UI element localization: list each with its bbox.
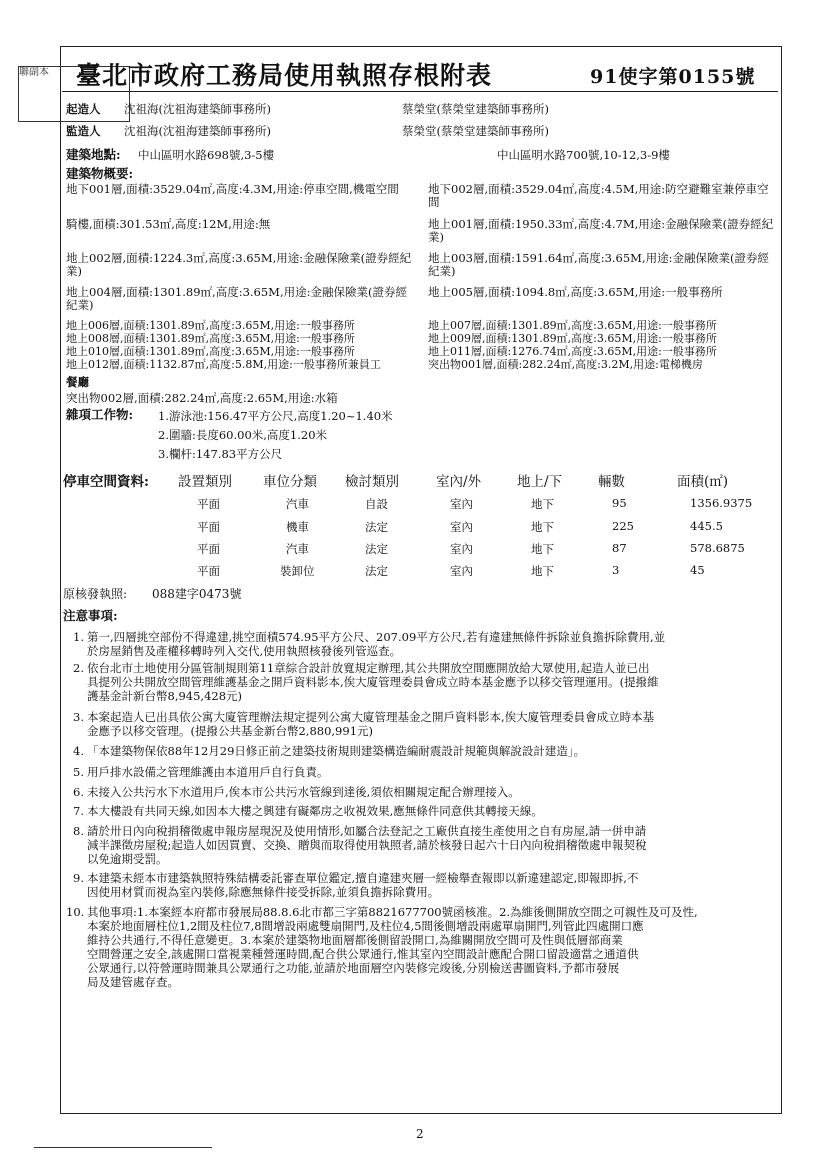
parking-cell: 95 [612,496,627,510]
parking-cell: 地下 [531,542,554,556]
permit-label: 原核發執照: [63,587,128,601]
floor-row: 地上011層,面積:1276.74㎡,高度:3.65M,用途:一般事務所 [428,345,717,358]
note-line: 請於卅日內向稅捐稽徵處申報房屋現況及使用情形,如屬合法登記之工廠供直接生產使用之自有房屋,請一併申請 [87,824,647,838]
title-rule [62,91,778,92]
floor-row: 地上002層,面積:1224.3㎡,高度:3.65M,用途:金融保險業(證券經紀業) [66,251,412,278]
parking-cell: 法定 [365,564,388,578]
note-line: 於房屋銷售及產權移轉時列入交代,使用執照核發後列管巡查。 [87,644,402,658]
floor-row: 地下002層,面積:3529.04㎡,高度:4.5M,用途:防空避難室兼停車空間 [428,182,769,209]
floor-row: 地下001層,面積:3529.04㎡,高度:4.3M,用途:停車空間,機電空間 [66,182,399,196]
parking-cell: 45 [690,563,705,577]
note-number: 9. [73,871,84,885]
parking-cell: 225 [612,519,634,533]
note-line: 維持公共通行,不得任意變更。3.本案於建築物地面層都後側留設開口,為維關開放空間可及性與低層部商業 [87,933,623,947]
floor-row: 地上008層,面積:1301.89㎡,高度:3.65M,用途:一般事務所 [66,332,355,345]
parking-cell: 汽車 [286,542,309,556]
note-number: 5. [73,765,84,779]
owner-label: 起造人 [66,102,101,116]
note-line: 具提列公共開放空間管理維護基金之開戶資料影本,俟大廈管理委員會成立時本基金應予以移交管理運用。(提撥維 [87,675,659,689]
note-number: 8. [73,824,84,838]
floor-row: 突出物002層,面積:282.24㎡,高度:2.65M,用途:水箱 [66,391,338,405]
parking-cell: 室內 [450,520,473,534]
note-line: 第一,四層挑空部份不得違建,挑空面積574.95平方公尺、207.09平方公尺,若有違建無條件拆除並負擔拆除費用,並 [87,630,666,644]
note-line: 減半課徵房屋稅;起造人如因買賣、交換、贈與而取得使用執照者,請於核發日起六十日內向稅捐稽徵處申報契稅 [87,838,647,852]
site-label: 建築地點: [66,147,121,162]
floor-row: 地上010層,面積:1301.89㎡,高度:3.65M,用途:一般事務所 [66,345,355,358]
floor-row: 地上001層,面積:1950.33㎡,高度:4.7M,用途:金融保險業(證券經紀業) [428,217,774,244]
overview-label: 建築物概要: [66,166,134,181]
misc-label: 雜項工作物: [66,407,134,422]
note-line: 本案於地面層柱位1,2間及柱位7,8間增設兩處雙扇開門,及柱位4,5間後側增設兩處單扇開門,列管此四處開口應 [87,919,644,933]
parking-header: 設置類別 [178,474,232,490]
floor-row: 地上009層,面積:1301.89㎡,高度:3.65M,用途:一般事務所 [428,332,717,345]
note-number: 6. [73,785,84,799]
note-number: 4. [73,744,84,758]
supervisor-left: 沈祖海(沈祖海建築師事務所) [124,124,271,138]
note-number: 2. [73,661,84,675]
floor-row-cont: 餐廳 [66,375,89,389]
parking-cell: 法定 [365,542,388,556]
note-line: 空間營運之安全,該處開口當視業種營運時間,配合供公眾通行,惟其室內空間設計應配合開口留設適當之通道供 [87,947,639,961]
parking-header: 車位分類 [263,474,317,490]
parking-cell: 地下 [531,564,554,578]
parking-cell: 1356.9375 [690,496,753,510]
floor-row: 地上007層,面積:1301.89㎡,高度:3.65M,用途:一般事務所 [428,319,717,332]
parking-cell: 機車 [286,520,309,534]
owner-right: 蔡榮堂(蔡榮堂建築師事務所) [402,102,549,116]
supervisor-right: 蔡榮堂(蔡榮堂建築師事務所) [402,124,549,138]
note-number: 1. [73,630,84,644]
parking-cell: 汽車 [286,497,309,511]
parking-label: 停車空間資料: [63,474,149,490]
misc-item: 2.圍牆:長度60.00米,高度1.20米 [158,428,328,442]
note-line: 金應予以移交管理。(提撥公共基金新台幣2,880,991元) [87,724,373,738]
parking-cell: 地下 [531,520,554,534]
document-title: 臺北市政府工務局使用執照存根附表 [76,61,493,90]
supervisor-label: 監造人 [66,124,101,138]
owner-left: 沈祖海(沈祖海建築師事務所) [124,102,271,116]
floor-row: 地上004層,面積:1301.89㎡,高度:3.65M,用途:金融保險業(證券經紀業) [66,285,407,312]
parking-cell: 3 [612,563,620,577]
parking-cell: 室內 [450,542,473,556]
parking-header: 室內/外 [436,474,482,490]
parking-header: 輛數 [598,474,625,490]
permit-value: 088建字0473號 [152,587,242,601]
note-line: 公眾通行,以符營運時間兼具公眾通行之功能,並請於地面層空內裝修完竣後,分別檢送書圖資料,予都市發展 [87,961,620,975]
floor-row: 地上005層,面積:1094.8㎡,高度:3.65M,用途:一般事務所 [428,285,723,299]
parking-header: 檢討類別 [345,474,399,490]
misc-item: 1.游泳池:156.47平方公尺,高度1.20~1.40米 [158,409,393,423]
site-left: 中山區明水路698號,3-5樓 [138,148,275,162]
note-line: 因使用材質而視為室內裝修,除應無條件接受拆除,並須負擔拆除費用。 [87,885,440,899]
parking-cell: 室內 [450,564,473,578]
parking-cell: 578.6875 [690,541,745,555]
note-line: 未接入公共污水下水道用戶,俟本市公共污水管線到達後,須依相關規定配合辦理接入。 [87,785,520,799]
parking-cell: 平面 [197,497,220,511]
parking-cell: 平面 [197,542,220,556]
note-line: 本大樓設有共同天線,如因本大樓之興建有礙鄰房之收視效果,應無條件同意供其轉接天線。 [87,804,543,818]
parking-cell: 平面 [197,564,220,578]
parking-cell: 自設 [365,497,388,511]
floor-row: 地上012層,面積:1132.87㎡,高度:5.8M,用途:一般事務所兼員工 [66,358,381,371]
parking-cell: 法定 [365,520,388,534]
note-line: 局及建管處存查。 [87,975,179,989]
note-line: 本建築未經本市建築執照特殊結構委託審查單位鑑定,擅自違建夾層一經檢舉查報即以新違建認定,即報即拆,不 [87,871,639,885]
note-line: 依台北市土地使用分區管制規則第11章綜合設計放寬規定辦理,其公共開放空間應開放給大眾使用,起造人並已出 [87,661,650,675]
floor-row: 騎樓,面積:301.53㎡,高度:12M,用途:無 [66,217,271,231]
parking-cell: 地下 [531,497,554,511]
note-line: 本案起造人已出具依公寓大廈管理辦法規定提列公寓大廈管理基金之開戶資料影本,俟大廈管理委員會成立時本基 [87,710,655,724]
floor-row: 地上006層,面積:1301.89㎡,高度:3.65M,用途:一般事務所 [66,319,355,332]
floor-row: 突出物001層,面積:282.24㎡,高度:3.2M,用途:電梯機房 [428,358,703,371]
note-line: 其他事項:1.本案經本府都市發展局88.8.6北市都三字第8821677700號函核准。2.為維後側開放空間之可親性及可及性, [87,905,698,919]
floor-row: 地上003層,面積:1591.64㎡,高度:3.65M,用途:金融保險業(證券經紀業) [428,251,769,278]
parking-cell: 裝卸位 [280,564,315,578]
notes-label: 注意事項: [63,608,118,623]
parking-header: 地上/下 [517,474,563,490]
note-line: 以免逾期受罰。 [87,852,168,866]
page-number: 2 [416,1127,424,1141]
footer-rule [34,1147,212,1148]
parking-header: 面積(㎡) [677,474,729,490]
parking-cell: 445.5 [690,519,723,533]
note-line: 「本建築物保依88年12月29日修正前之建築技術規則建築構造編耐震設計規範與解說設計建造」。 [87,744,586,758]
parking-cell: 平面 [197,520,220,534]
misc-item: 3.欄杆:147.83平方公尺 [158,447,283,461]
site-right: 中山區明水路700號,10-12,3-9樓 [497,148,670,162]
parking-cell: 87 [612,541,627,555]
note-number: 7. [73,804,84,818]
document-number: 91使字第0155號 [590,66,756,88]
note-number: 3. [73,710,84,724]
note-line: 用戶排水設備之管理維護由本道用戶自行負責。 [87,765,329,779]
parking-cell: 室內 [450,497,473,511]
note-line: 護基金計新台幣8,945,428元) [87,689,243,703]
note-number: 10. [66,905,85,919]
stamp-mark: 聯副本 [18,66,130,122]
